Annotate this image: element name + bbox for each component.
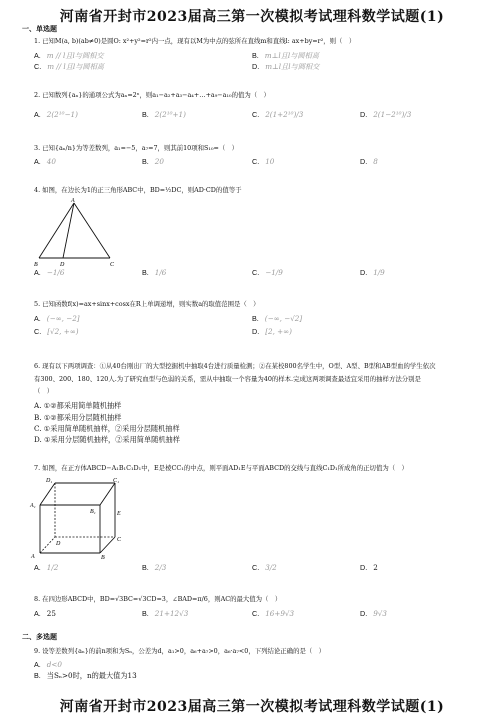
q1-option-d: D. m⊥l且l与圆相交 bbox=[252, 62, 320, 71]
q6-option-a: A. ①②都采用简单随机抽样 bbox=[34, 401, 122, 410]
section-multiple-choice: 二、多选题 bbox=[22, 632, 57, 641]
q7-option-a: A. 1/2 bbox=[34, 563, 59, 572]
q7-fig-label-d1: D₁ bbox=[46, 478, 53, 484]
q9-option-b: B. 当Sₙ>0时，n的最大值为13 bbox=[34, 671, 137, 680]
q3-option-b: B. 20 bbox=[142, 157, 164, 166]
q6-option-c: C. ①采用简单随机抽样，②采用分层随机抽样 bbox=[34, 424, 180, 433]
q4-option-c: C. −1/9 bbox=[252, 268, 283, 277]
q9-option-a: A. d<0 bbox=[34, 660, 62, 669]
q4-fig-label-b: B bbox=[34, 262, 38, 268]
q7-fig-label-c: C bbox=[117, 537, 122, 543]
q3-option-d: D. 8 bbox=[360, 157, 378, 166]
q7-stem: 7. 如图，在正方体ABCD−A₁B₁C₁D₁中，E是棱CC₁的中点，则平面AD₁E与平面ABCD的交线与直线C₁D₁所成角的正切值为（ ） bbox=[34, 464, 408, 472]
q8-option-d: D. 9√3 bbox=[360, 609, 387, 618]
doc-title: 河南省开封市2023届高三第一次模拟考试理科数学试题(1) bbox=[59, 9, 445, 25]
q7-fig-label-a: A bbox=[31, 554, 35, 559]
q7-fig-label-a1: A₁ bbox=[30, 503, 36, 509]
section-single-choice: 一、单选题 bbox=[22, 24, 57, 33]
q7-fig-label-d: D bbox=[56, 541, 61, 547]
q1-stem: 1. 已知M(a, b)(ab≠0)是圆O: x²+y²=r²内一点，现有以M为中点的弦所在直线m和直线l: ax+by=r²，则（ ） bbox=[34, 37, 356, 45]
q1-option-a: A. m // l且l与圆相交 bbox=[34, 51, 104, 60]
q7-fig-label-e: E bbox=[117, 511, 121, 517]
doc-footer-title: 河南省开封市2023届高三第一次模拟考试理科数学试题(1) bbox=[59, 699, 445, 715]
q7-fig-label-c1: C₁ bbox=[113, 478, 120, 484]
q3-option-a: A. 40 bbox=[34, 157, 56, 166]
q6-option-b: B. ①②都采用分层随机抽样 bbox=[34, 413, 122, 422]
q4-triangle-figure bbox=[30, 196, 120, 270]
q8-stem: 8. 在四边形ABCD中，BD=√3BC=√3CD=3，∠BAD=π/6，则AC的最大值为（ ） bbox=[34, 595, 282, 603]
q4-fig-label-c: C bbox=[110, 262, 115, 268]
q4-stem: 4. 如图，在边长为1的正三角形ABC中，BD=½DC，则AD·CD的值等于 bbox=[34, 186, 242, 194]
q5-option-d: D. [2, +∞) bbox=[252, 327, 292, 336]
q6-option-d: D. ①采用分层随机抽样，②采用简单随机抽样 bbox=[34, 435, 180, 444]
q7-cube-figure bbox=[28, 475, 128, 559]
q8-option-a: A. 25 bbox=[34, 609, 56, 618]
q5-stem: 5. 已知函数f(x)=ax+sinx+cosx在R上单调递增，则实数a的取值范围是（ ） bbox=[34, 300, 260, 308]
q9-stem: 9. 设等差数列{aₙ}的前n项和为Sₙ，公差为d，a₁>0，a₆+a₇>0，a₆·a₇<0，下列结论正确的是（ ） bbox=[34, 647, 326, 655]
q3-stem: 3. 已知{aₙ/n}为等差数列，a₁=−5，a₇=7，则其前10项和S₁₀=（ ） bbox=[34, 144, 239, 152]
q6-stem-line3: （ ） bbox=[34, 387, 54, 395]
q4-option-a: A. −1/6 bbox=[34, 268, 65, 277]
q6-stem-line1: 6. 现有以下两项调查：①从40台刚出厂的大型挖掘机中抽取4台进行质量检测；②在某校800名学生中，O型、A型、B型和AB型血的学生依次 bbox=[34, 362, 436, 370]
q4-option-d: D. 1/9 bbox=[360, 268, 385, 277]
q2-option-c: C. 2(1+2¹⁰)/3 bbox=[252, 110, 304, 119]
q3-option-c: C. 10 bbox=[252, 157, 275, 166]
q2-option-b: B. 2(2¹⁰+1) bbox=[142, 110, 186, 119]
q5-option-c: C. [√2, +∞) bbox=[34, 327, 79, 336]
q8-option-c: C. 16+9√3 bbox=[252, 609, 295, 618]
q2-option-d: D. 2(1−2¹⁰)/3 bbox=[360, 110, 412, 119]
q4-option-b: B. 1/6 bbox=[142, 268, 167, 277]
q7-option-c: C. 3/2 bbox=[252, 563, 277, 572]
q8-option-b: B. 21+12√3 bbox=[142, 609, 189, 618]
q5-option-a: A. (−∞, −2] bbox=[34, 314, 80, 323]
q1-option-b: B. m⊥l且l与圆相离 bbox=[252, 51, 319, 60]
q7-option-b: B. 2/3 bbox=[142, 563, 167, 572]
q2-option-a: A. 2(2¹⁰−1) bbox=[34, 110, 78, 119]
q4-fig-label-d: D bbox=[60, 262, 65, 268]
q5-option-b: B. (−∞, −√2] bbox=[252, 314, 303, 323]
q7-fig-label-b1: B₁ bbox=[90, 509, 96, 515]
q6-stem-line2: 有300、200、180、120人.为了研究血型与色弱的关系，需从中抽取一个容量为40的样本.完成这两项调查最适宜采用的抽样方法分别是 bbox=[34, 375, 421, 383]
q2-stem: 2. 已知数列{aₙ}的通项公式为aₙ=2ⁿ，则a₁−a₂+a₃−a₄+…+a₉−a₁₀的值为（ ） bbox=[34, 91, 270, 99]
q4-fig-label-a: A bbox=[71, 198, 75, 204]
q7-option-d: D. 2 bbox=[360, 563, 378, 572]
q7-fig-label-b: B bbox=[101, 555, 105, 559]
q1-option-c: C. m // l且l与圆相离 bbox=[34, 62, 104, 71]
